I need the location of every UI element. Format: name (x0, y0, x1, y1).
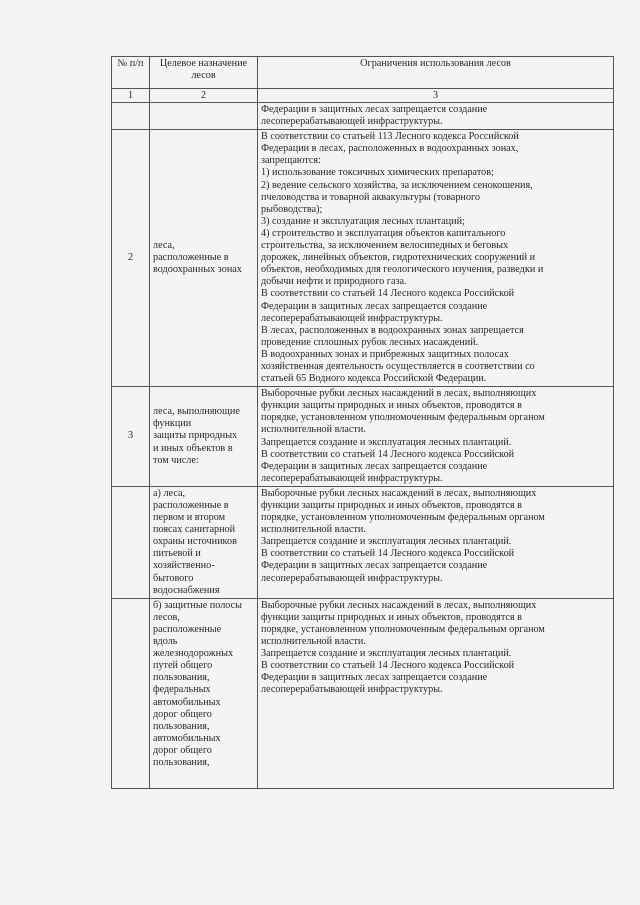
row-restrictions: Выборочные рубки лесных насаждений в лесах, выполняющих функции защиты природных и иных объектов, проводятся в порядке, установленном уполномоченным федеральным органом исполнительной власти. Запрещается создание и эксплуатация лесных плантаций. В соответствии со статьей 14 Лесного кодекса Российской Федерации в защитных лесах запрещается создание лесоперерабатывающей инфраструктуры. (258, 598, 614, 788)
row-purpose: б) защитные полосы лесов, расположенные вдоль железнодорожных путей общего пользования, федеральных автомобильных дорог общего пользования, автомобильных дорог общего пользования, (150, 598, 258, 788)
row-number: 3 (112, 387, 150, 487)
row-purpose: а) леса, расположенные в первом и втором поясах санитарной охраны источников питьевой и хозяйственно- бытового водоснабжения (150, 486, 258, 598)
table-row (112, 103, 614, 130)
column-number-3: 3 (258, 89, 614, 103)
table-row (112, 130, 614, 387)
row-purpose: леса, расположенные в водоохранных зонах (150, 130, 258, 387)
row-number (112, 598, 150, 788)
row-restrictions: Выборочные рубки лесных насаждений в лесах, выполняющих функции защиты природных и иных объектов, проводятся в порядке, установленном уполномоченным федеральным органом исполнительной власти. Запрещается создание и эксплуатация лесных плантаций. В соответствии со статьей 14 Лесного кодекса Российской Федерации в защитных лесах запрещается создание лесоперерабатывающей инфраструктуры. (258, 486, 614, 598)
column-number-2: 2 (150, 89, 258, 103)
row-restrictions: В соответствии со статьей 113 Лесного кодекса Российской Федерации в лесах, расположенных в водоохранных зонах, запрещаются: 1) использование токсичных химических препаратов; 2) ведение сельского хозяйства, за исключением сенокошения, пчеловодства и товарной аквакультуры (товарного рыбоводства); 3) создание и эксплуатация лесных плантаций; 4) строительство и эксплуатация объектов капитального строительства, за исключением велосипедных и беговых дорожек, линейных объектов, гидротехнических сооружений и объектов, необходимых для геологического изучения, разведки и добычи нефти и природного газа. В соответствии со статьей 14 Лесного кодекса Российской Федерации в защитных лесах запрещается создание лесоперерабатывающей инфраструктуры. В лесах, расположенных в водоохранных зонах запрещается проведение сплошных рубок лесных насаждений. В водоохранных зонах и прибрежных защитных полосах хозяйственная деятельность осуществляется в соответствии со статьей 65 Водного кодекса Российской Федерации. (258, 130, 614, 387)
table-row (112, 598, 614, 788)
column-number-1: 1 (112, 89, 150, 103)
column-number-row (112, 89, 614, 103)
table-row (112, 387, 614, 487)
header-number: № п/п (112, 57, 150, 89)
row-number: 2 (112, 130, 150, 387)
table-row (112, 486, 614, 598)
header-restrictions: Ограничения использования лесов (258, 57, 614, 89)
table-header-row (112, 57, 614, 89)
restrictions-table (111, 56, 614, 789)
row-purpose: леса, выполняющие функции защиты природных и иных объектов в том числе: (150, 387, 258, 487)
header-purpose: Целевое назначение лесов (150, 57, 258, 89)
row-restrictions: Федерации в защитных лесах запрещается создание лесоперерабатывающей инфраструктуры. (258, 103, 614, 130)
row-number (112, 486, 150, 598)
row-number (112, 103, 150, 130)
row-restrictions: Выборочные рубки лесных насаждений в лесах, выполняющих функции защиты природных и иных объектов, проводятся в порядке, установленном уполномоченным федеральным органом исполнительной власти. Запрещается создание и эксплуатация лесных плантаций. В соответствии со статьей 14 Лесного кодекса Российской Федерации в защитных лесах запрещается создание лесоперерабатывающей инфраструктуры. (258, 387, 614, 487)
row-purpose (150, 103, 258, 130)
